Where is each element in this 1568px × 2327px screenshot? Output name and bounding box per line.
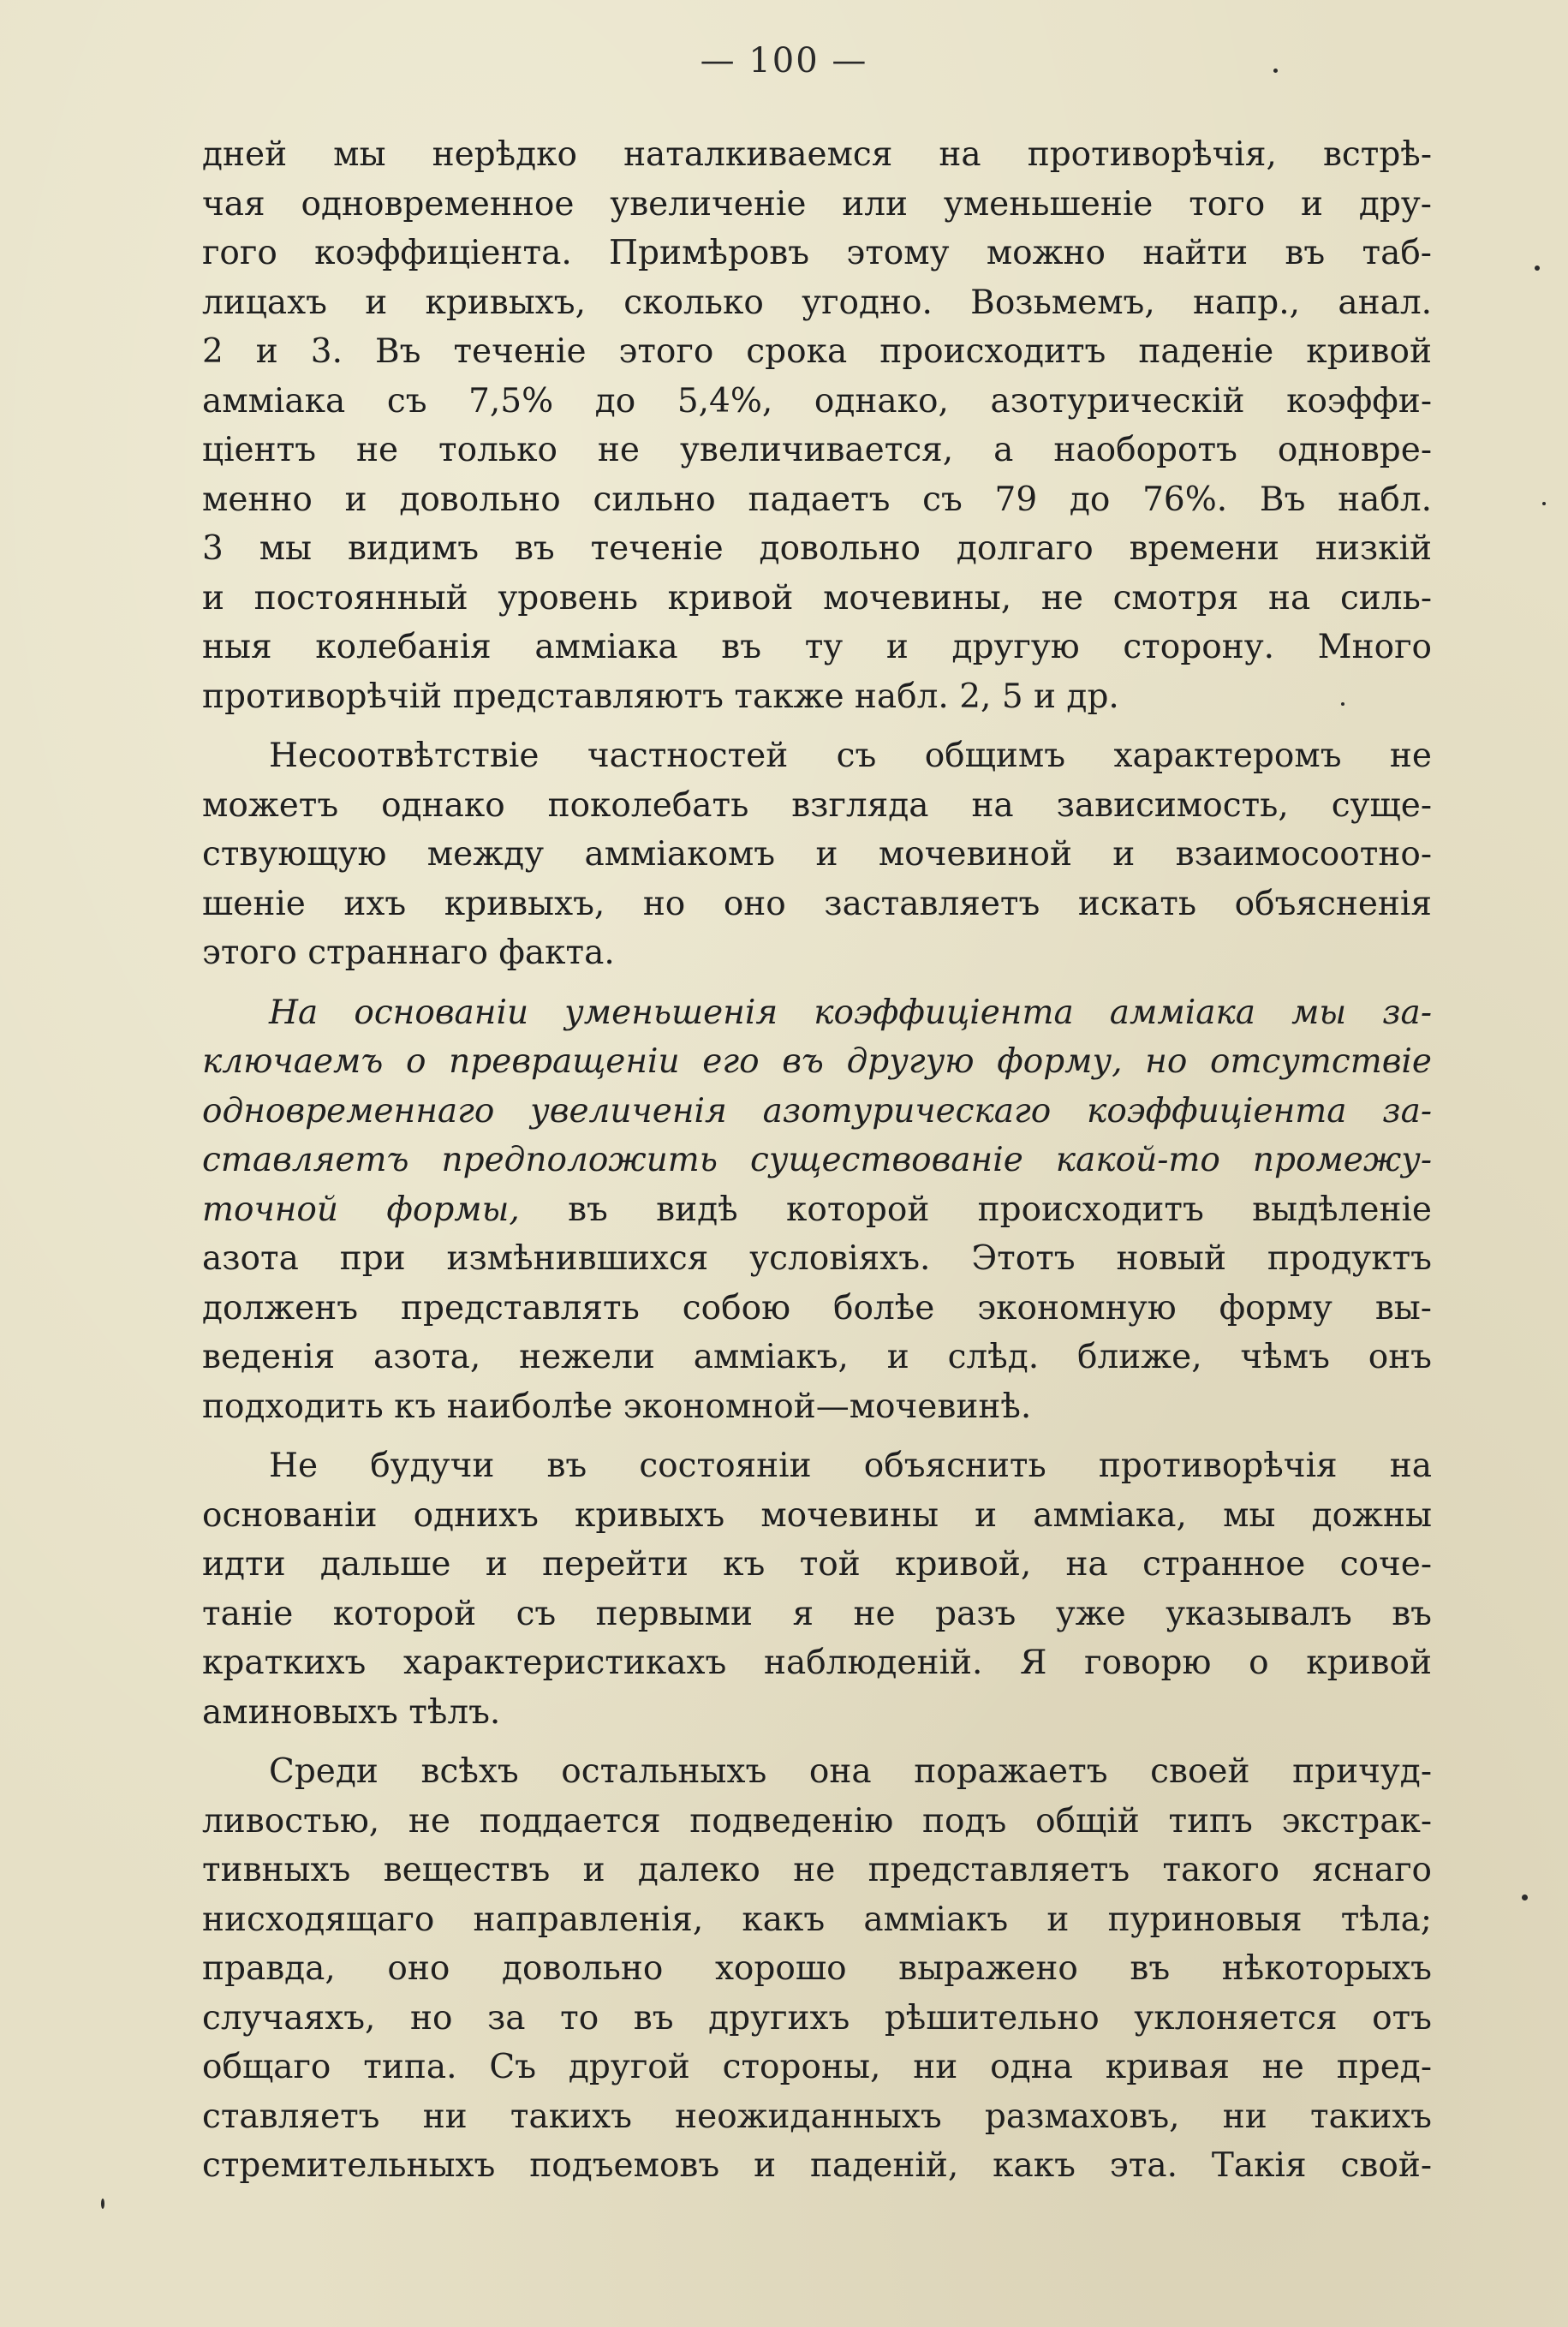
text-line: Среди всѣхъ остальныхъ она поражаетъ своей причуд- <box>269 1752 1432 1791</box>
text-line: стремительныхъ подъемовъ и паденій, какъ эта. Такія свой- <box>202 2146 1432 2185</box>
text-line: Несоотвѣтствіе частностей съ общимъ характеромъ не <box>269 737 1432 775</box>
text-line: тивныхъ веществъ и далеко не представляетъ такого яснаго <box>202 1851 1432 1889</box>
text-line: общаго типа. Съ другой стороны, ни одна кривая не пред- <box>202 2048 1432 2086</box>
text-line: и постоянный уровень кривой мочевины, не смотря на силь- <box>202 578 1432 618</box>
text-line: можетъ однако поколебать взгляда на зависимость, суще- <box>202 785 1432 825</box>
text-line-italic: ставляетъ предположить существованіе какой-то промежу- <box>202 1141 1432 1179</box>
text-line: менно и довольно сильно падаетъ съ 79 до 76%. Въ набл. <box>202 480 1432 519</box>
text-line: противорѣчій представляютъ также набл. 2, 5 и др. <box>202 677 1119 716</box>
text-line-mixed <box>202 1185 1432 1235</box>
text-line-italic: ключаемъ о превращеніи его въ другую форму, но отсутствіе <box>202 1042 1432 1081</box>
scan-speck <box>1522 1894 1528 1900</box>
scan-speck <box>1535 266 1540 271</box>
text-line: Не будучи въ состояніи объяснить противорѣчія на <box>269 1447 1432 1485</box>
text-line: долженъ представлять собою болѣе экономную форму вы- <box>202 1288 1432 1328</box>
text-line: этого страннаго факта. <box>202 934 615 972</box>
text-line: азота при измѣнившихся условіяхъ. Этотъ новый продуктъ <box>202 1239 1432 1278</box>
paragraph-4 <box>202 1441 1432 1737</box>
body-text <box>202 130 1432 2201</box>
text-line: веденія азота, нежели амміакъ, и слѣд. ближе, чѣмъ онъ <box>202 1338 1432 1376</box>
text-line: нисходящаго направленія, какъ амміакъ и пуриновыя тѣла; <box>202 1900 1432 1939</box>
text-line: лицахъ и кривыхъ, сколько угодно. Возьмемъ, напр., анал. <box>202 283 1432 322</box>
text-line: таніе которой съ первыми я не разъ уже указывалъ въ <box>202 1594 1432 1633</box>
text-line: гого коэффиціента. Примѣровъ этому можно найти въ таб- <box>202 234 1432 272</box>
italic-fragment: точной формы, <box>202 1190 520 1229</box>
text-line: ставляетъ ни такихъ неожиданныхъ размаховъ, ни такихъ <box>202 2097 1432 2136</box>
text-line: 2 и 3. Въ теченіе этого срока происходитъ паденіе кривой <box>202 332 1432 371</box>
text-line: случаяхъ, но за то въ другихъ рѣшительно уклоняется отъ <box>202 1998 1432 2038</box>
paragraph-1 <box>202 130 1432 721</box>
scan-speck <box>101 2199 104 2209</box>
text-line: правда, оно довольно хорошо выражено въ нѣкоторыхъ <box>202 1949 1432 1988</box>
text-line: ливостью, не поддается подведенію подъ общій типъ экстрак- <box>202 1801 1432 1841</box>
text-line: идти дальше и перейти къ той кривой, на странное соче- <box>202 1545 1432 1584</box>
text-line: 3 мы видимъ въ теченіе довольно долгаго времени низкій <box>202 529 1432 568</box>
page-number: — 100 — <box>700 41 868 81</box>
text-line: аминовыхъ тѣлъ. <box>202 1692 501 1732</box>
text-line: амміака съ 7,5% до 5,4%, однако, азотурическій коэффи- <box>202 381 1432 421</box>
text-line: краткихъ характеристикахъ наблюденій. Я говорю о кривой <box>202 1644 1432 1682</box>
text-line: ныя колебанія амміака въ ту и другую сторону. Много <box>202 628 1432 666</box>
text-line: дней мы нерѣдко наталкиваемся на противорѣчія, встрѣ- <box>202 135 1432 174</box>
paragraph-3 <box>202 988 1432 1432</box>
regular-fragment: въ видѣ которой происходитъ выдѣленіе <box>519 1190 1432 1229</box>
text-line: ствующую между амміакомъ и мочевиной и взаимосоотно- <box>202 835 1432 874</box>
text-line: ціентъ не только не увеличивается, а наоборотъ одновре- <box>202 431 1432 469</box>
paragraph-5 <box>202 1747 1432 2191</box>
scan-speck <box>1273 69 1278 73</box>
scan-speck <box>1542 502 1546 505</box>
scan-speck <box>1341 702 1344 706</box>
text-line: подходить къ наиболѣе экономной—мочевинѣ. <box>202 1387 1032 1426</box>
text-line: основаніи однихъ кривыхъ мочевины и амміака, мы дожны <box>202 1495 1432 1535</box>
text-line: чая одновременное увеличеніе или уменьшеніе того и дру- <box>202 184 1432 224</box>
paragraph-2 <box>202 731 1432 978</box>
text-line-italic: одновременнаго увеличенія азотурическаго коэффиціента за- <box>202 1091 1432 1131</box>
text-line-italic: На основаніи уменьшенія коэффиціента амміака мы за- <box>269 993 1432 1032</box>
text-line: шеніе ихъ кривыхъ, но оно заставляетъ искать объясненія <box>202 884 1432 923</box>
